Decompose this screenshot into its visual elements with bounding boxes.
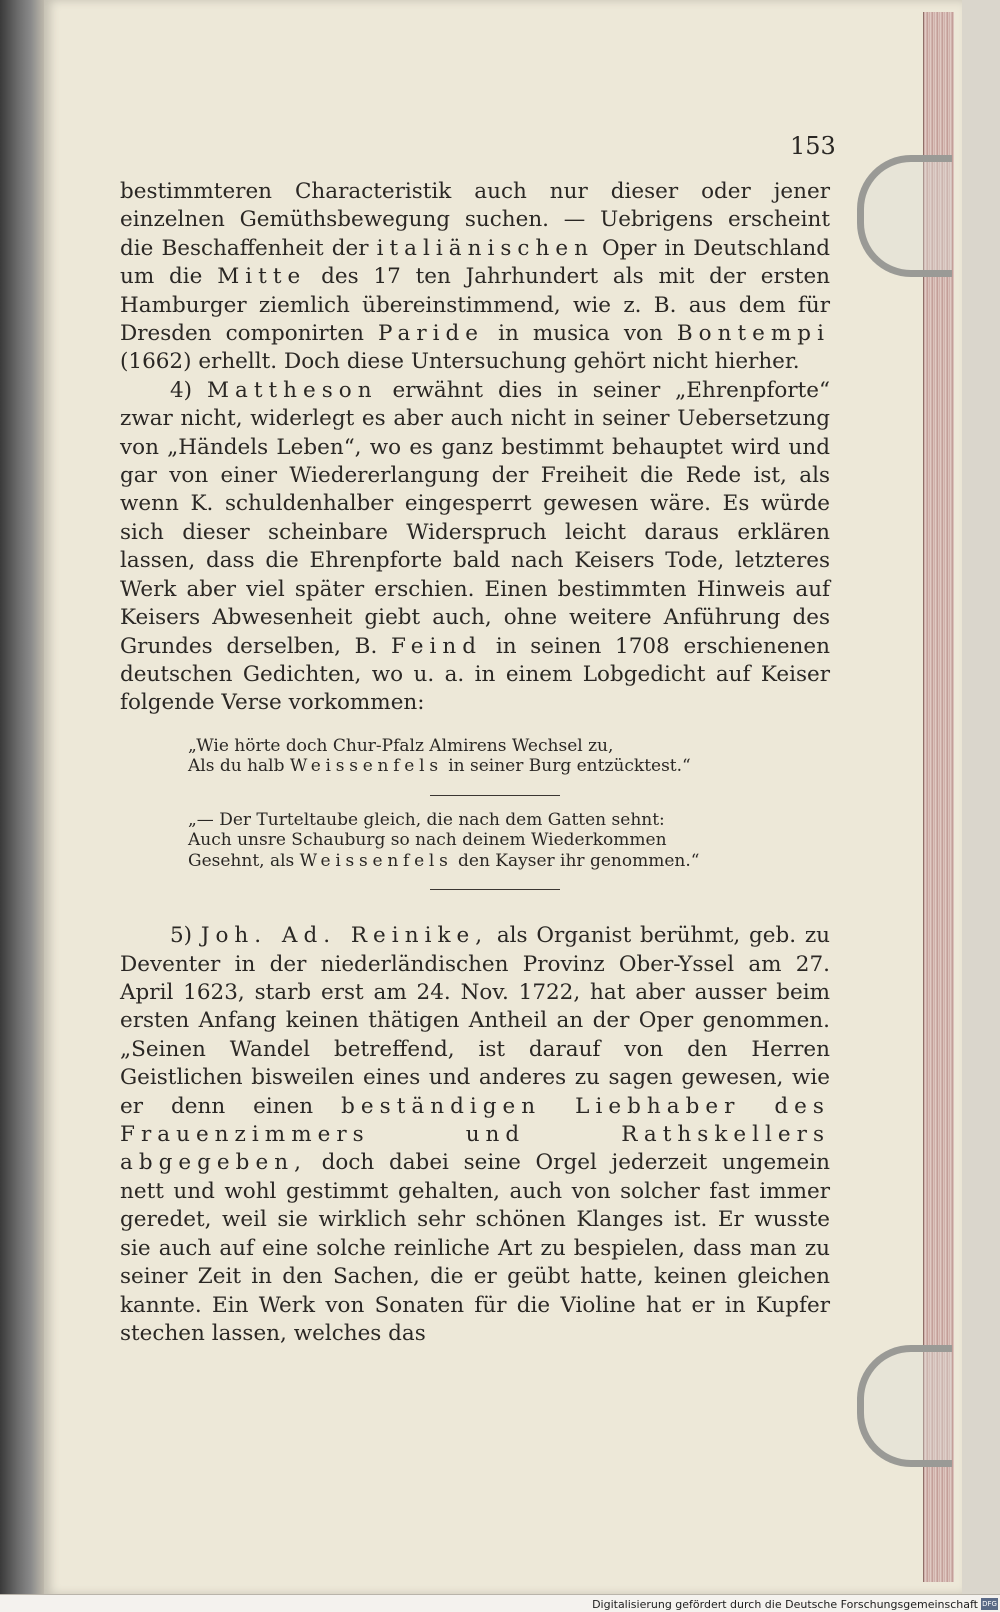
text-run-spaced: Paride (377, 321, 485, 347)
page-number: 153 (790, 132, 836, 160)
verse-line: Auch unsre Schauburg so nach deinem Wiederkommen (188, 830, 667, 851)
text-run: in seiner Burg entzücktest.“ (448, 756, 691, 777)
page-clip-top (857, 155, 952, 277)
text-run-spaced: Weissenfels (289, 756, 443, 777)
text-run: Als du halb (188, 756, 285, 777)
separator-line (430, 795, 560, 796)
text-run-spaced: Mattheson (206, 377, 378, 403)
text-run-spaced: Weissenfels (299, 850, 453, 871)
footnote-4 (120, 377, 830, 718)
verse-line (188, 756, 830, 777)
text-run-spaced: Feind (391, 633, 483, 659)
footnote-number: 5) (170, 923, 193, 949)
verse-line (188, 851, 830, 872)
verse-line: „Wie hörte doch Chur-Pfalz Almirens Wechsel zu, (188, 735, 614, 756)
footer-bar (0, 1594, 1000, 1612)
footnote-5 (120, 922, 830, 1348)
separator-line (430, 889, 560, 890)
verse-quote-1 (188, 736, 830, 777)
book-spine (0, 0, 44, 1612)
spacer (120, 904, 830, 922)
footer-credit: Digitalisierung gefördert durch die Deutsche Forschungsgemeinschaft (592, 1598, 978, 1611)
text-run: des 17 ten Jahrhundert als mit der ersten Hamburger ziemlich übereinstimmend, wie z. B. aus dem für Dresden componirten (120, 264, 831, 347)
text-run: in seinen 1708 erschienenen deutschen Gedichten, wo u. a. in einem Lobgedicht auf Keiser folgende Verse vorkommen: (120, 633, 830, 716)
verse-line: „— Der Turteltaube gleich, die nach dem Gatten sehnt: (188, 809, 665, 830)
text-run-spaced: Mitte (217, 264, 307, 290)
text-run-spaced: Joh. Ad. Reinike, (200, 923, 489, 949)
text-run: Gesehnt, als (188, 850, 295, 871)
text-run: den Kayser ihr genommen.“ (458, 850, 700, 871)
page-text (120, 178, 830, 1348)
text-run: erwähnt dies in seiner „Ehrenpforte“ zwar nicht, widerlegt es aber auch nicht in seiner Uebersetzung von „Händels Leben“, wo es ganz bestimmt behauptet wird und gar von einer Wiedererlangung der Freiheit die Rede ist, als wenn K. schuldenhalber eingesperrt gewesen wäre. Es würde sich dieser scheinbare Widerspruch leicht daraus erklären lassen, dass die Ehrenpforte bald nach Keisers Tode, letzteres Werk aber viel später erschien. Einen bestimmten Hinweis auf Keisers Abwesenheit giebt auch, ohne weitere Anführung des Grundes derselben, B. (120, 377, 830, 659)
text-run: (1662) erhellt. Doch diese Untersuchung gehört nicht hierher. (120, 349, 800, 375)
text-run: doch dabei seine Orgel jederzeit ungemein nett und wohl gestimmt gehalten, auch von solcher fast immer geredet, weil sie wirklich sehr schönen Klanges ist. Er wusste sie auch auf eine solche reinliche Art zu bespielen, dass man zu seiner Zeit in den Sachen, die er geübt hatte, keinen gleichen kannte. Ein Werk von Sonaten für die Violine hat er in Kupfer stechen lassen, welches das (120, 1150, 830, 1346)
dfg-logo-icon: DFG (982, 1600, 997, 1608)
page-clip-bottom (857, 1345, 952, 1467)
text-run-spaced: italiänischen (376, 235, 594, 261)
text-run: in musica von (498, 321, 663, 347)
footnote-number: 4) (170, 377, 193, 403)
verse-quote-2 (188, 810, 830, 872)
text-run: bestimmteren Characteristik auch nur dieser oder jener einzelnen Gemüthsbewegung suchen. — Uebrigens erscheint die Beschaffenheit der (120, 179, 830, 261)
text-run: als Organist berühmt, geb. zu Deventer in der niederländischen Provinz Ober-Yssel am 27. April 1623, starb erst am 24. Nov. 1722, hat aber ausser beim ersten Anfang keinen thätigen Antheil an der Oper genommen. „Seinen Wandel betreffend, ist darauf von den Herren Geistlichen bisweilen eines und anderes zu sagen gewesen, wie er denn einen (120, 923, 830, 1119)
text-run: Oper in Deutschland um die (120, 235, 830, 290)
spacer (120, 718, 830, 736)
text-run-spaced: Bontempi (676, 321, 830, 347)
paragraph-1 (120, 178, 830, 377)
text-run-spaced: beständigen Liebhaber des Frauenzimmers und Rathskellers abgegeben, (120, 1093, 830, 1176)
